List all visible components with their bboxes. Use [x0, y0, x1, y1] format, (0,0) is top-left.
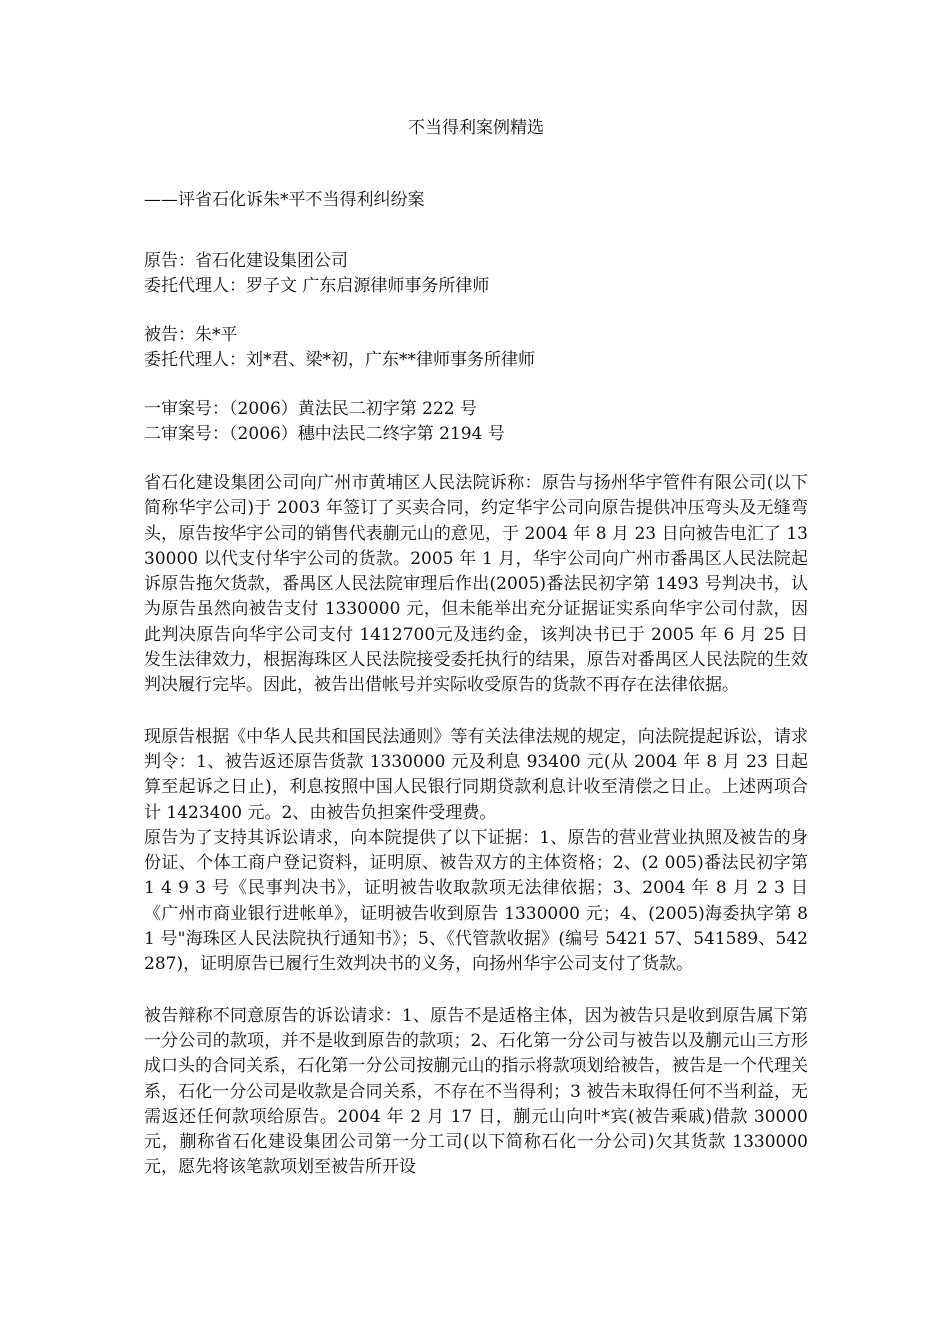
spacer	[144, 447, 808, 471]
body-paragraph: 省石化建设集团公司向广州市黄埔区人民法院诉称：原告与扬州华宇管件有限公司(以下简称华宇公司)于 2003 年签订了买卖合同，约定华宇公司向原告提供冲压弯头及无缝弯头，原告按华宇公司的销售代表蒯元山的意见，于 2004 年 8 月 23 日向被告电汇了 1330000 以代支付华宇公司的货款。2005 年 1 月，华宇公司向广州市番禺区人民法院起诉原告拖欠货款，番禺区人民法院审理后作出(2005)番法民初字第 1493 号判决书，认为原告虽然向被告支付 1330000 元，但未能举出充分证据证实系向华宇公司付款，因此判决原告向华宇公司支付 1412700元及违约金，该判决书已于 2005 年 6 月 25 日发生法律效力，根据海珠区人民法院接受委托执行的结果，原告对番禺区人民法院的生效判决履行完毕。因此，被告出借帐号并实际收受原告的货款不再存在法律依据。	[144, 473, 808, 696]
spacer	[144, 299, 808, 323]
defendant-agent-line: 委托代理人：刘*君、梁*初，广东**律师事务所律师	[144, 350, 535, 370]
document-title: 不当得利案例精选	[408, 118, 544, 138]
body-paragraph: 现原告根据《中华人民共和国民法通则》等有关法律法规的规定，向法院提起诉讼，请求判令：1、被告返还原告货款 1330000 元及利息 93400 元(从 2004 年 8 月 23 日起算至起诉之日止)，利息按照中国人民银行同期贷款利息计收至清偿之日止。上述两项合计 1423400 元。2、由被告负担案件受理费。	[144, 726, 808, 823]
document-subtitle: ——评省石化诉朱*平不当得利纠纷案	[144, 190, 425, 210]
second-instance-case-number: 二审案号：（2006）穗中法民二终字第 2194 号	[144, 424, 505, 444]
defendant-line: 被告：朱*平	[144, 325, 238, 345]
body-paragraph: 原告为了支持其诉讼请求，向本院提供了以下证据：1、原告的营业营业执照及被告的身份证、个体工商户登记资料，证明原、被告双方的主体资格；2、(2 005)番法民初字第 1 4 9 3 号《民事判决书》，证明被告收取款项无法律依据；3、2004 年 8 月 2 3 日《广州市商业银行进帐单》，证明被告收到原告 1330000 元；4、(2005)海委执字第 81 号"海珠区人民法院执行通知书》；5、《代管款收据》(编号 5421 57、541589、542287)，证明原告已履行生效判决书的义务，向扬州华宇公司支付了货款。	[144, 827, 808, 975]
spacer	[144, 978, 808, 1004]
plaintiff-line: 原告：省石化建设集团公司	[144, 251, 348, 271]
spacer	[144, 373, 808, 397]
spacer	[144, 699, 808, 725]
first-instance-case-number: 一审案号：（2006）黄法民二初字第 222 号	[144, 399, 478, 419]
body-paragraph: 被告辩称不同意原告的诉讼请求：1、原告不是适格主体，因为被告只是收到原告属下第一分公司的款项，并不是收到原告的款项；2、石化第一分公司与被告以及蒯元山三方形成口头的合同关系，石化第一分公司按蒯元山的指示将款项划给被告，被告是一个代理关系，石化一分公司是收款是合同关系，不存在不当得利；3 被告未取得任何不当利益，无需返还任何款项给原告。2004 年 2 月 17 日，蒯元山向叶*宾(被告乘戚)借款 30000 元，蒯称省石化建设集团公司第一分工司(以下简称石化一分公司)欠其货款 1330000 元，愿先将该笔款项划至被告所开设	[144, 1005, 808, 1178]
plaintiff-agent-line: 委托代理人：罗子文 广东启源律师事务所律师	[144, 276, 490, 296]
